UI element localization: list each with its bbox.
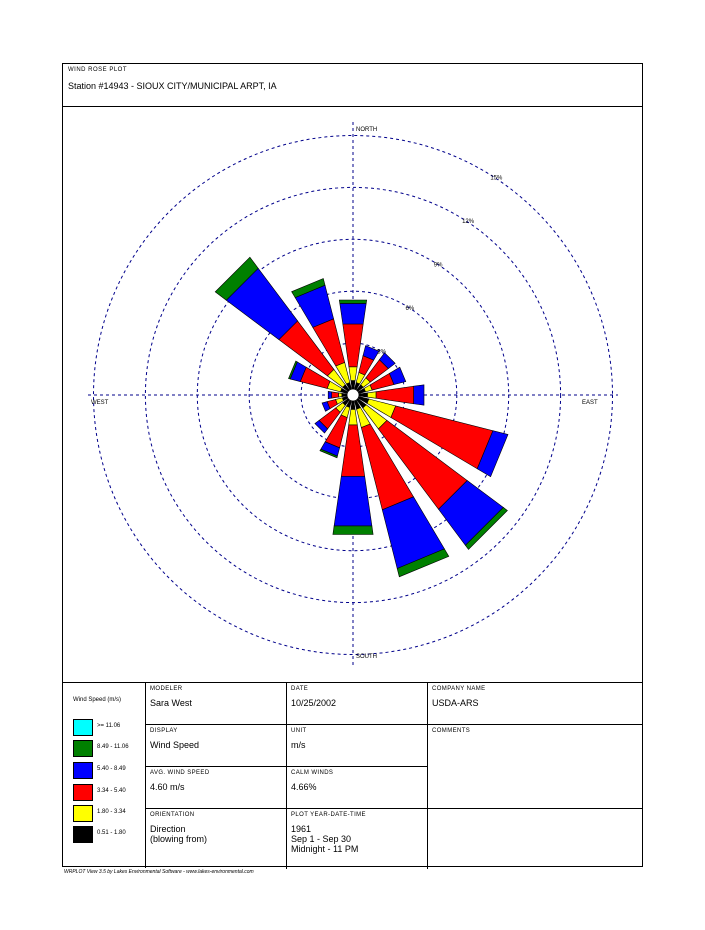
wind-petals — [215, 257, 508, 577]
comments-cell — [428, 725, 642, 809]
software-credit: WRPLOT View 3.5 by Lakes Environmental Software - www.lakes-environmental.com — [64, 869, 254, 875]
petal-segment — [339, 300, 366, 303]
orientation-label: ORIENTATION — [150, 812, 195, 818]
plot-time-value: 1961 Sep 1 - Sep 30 Midnight - 11 PM — [291, 824, 359, 854]
petal-segment — [349, 410, 358, 425]
plot-time-cell — [287, 809, 428, 869]
avg-speed-value: 4.60 m/s — [150, 782, 185, 792]
legend-label: 8.49 - 11.06 — [97, 744, 129, 750]
calm-winds-cell — [287, 767, 428, 809]
company-cell — [428, 683, 642, 725]
legend-label: >= 11.06 — [97, 723, 121, 729]
legend-swatch — [73, 805, 93, 822]
legend-item — [73, 826, 143, 843]
ring-label: 6% — [405, 305, 415, 312]
calm-winds-label: CALM WINDS — [291, 770, 334, 776]
compass-east-label: EAST — [582, 400, 598, 406]
report-type-label: WIND ROSE PLOT — [68, 67, 128, 73]
compass-north-label: NORTH — [356, 127, 378, 133]
petal-segment — [340, 303, 366, 324]
petal-segment — [333, 526, 373, 535]
ring-label: 3% — [377, 349, 386, 356]
modeler-label: MODELER — [150, 686, 183, 692]
comments-label: COMMENTS — [432, 728, 471, 734]
date-value: 10/25/2002 — [291, 698, 337, 708]
legend-swatch — [73, 740, 93, 757]
legend-swatch — [73, 762, 93, 779]
company-label: COMPANY NAME — [432, 686, 486, 692]
wind-speed-legend — [63, 683, 146, 868]
petal-segment — [328, 391, 332, 398]
display-label: DISPLAY — [150, 728, 178, 734]
legend-item — [73, 805, 143, 822]
petal-segment — [414, 385, 424, 405]
plot-time-label: PLOT YEAR-DATE-TIME — [291, 812, 366, 818]
petal-segment — [342, 393, 347, 396]
petal-segment — [359, 393, 368, 397]
info-panel — [63, 682, 642, 868]
petal-segment — [351, 401, 355, 410]
legend-item — [73, 740, 143, 757]
compass-west-label: WEST — [91, 400, 109, 406]
petal-segment — [334, 476, 372, 526]
ring-labels — [377, 175, 503, 355]
petal-segment — [376, 386, 414, 404]
legend-item — [73, 784, 143, 801]
ring-label: 12% — [462, 218, 475, 225]
legend-label: 3.34 - 5.40 — [97, 788, 126, 794]
report-header — [63, 64, 642, 107]
station-title: Station #14943 - SIOUX CITY/MUNICIPAL ARPT, IA — [68, 81, 277, 91]
legend-label: 0.51 - 1.80 — [97, 830, 126, 836]
display-cell — [146, 725, 287, 767]
date-cell — [287, 683, 428, 725]
date-label: DATE — [291, 686, 309, 692]
petal-segment — [332, 392, 339, 398]
legend-swatch — [73, 826, 93, 843]
legend-swatch — [73, 719, 93, 736]
legend-label: 1.80 - 3.34 — [97, 809, 126, 815]
petal-segment — [349, 367, 357, 381]
petal-segment — [351, 381, 355, 390]
petal-segment — [339, 393, 342, 397]
legend-swatch — [73, 784, 93, 801]
unit-value: m/s — [291, 740, 306, 750]
compass-south-label: SOUTH — [356, 654, 377, 660]
ring-label: 15% — [490, 175, 503, 182]
wind-rose-report — [62, 63, 643, 867]
calm-winds-value: 4.66% — [291, 782, 317, 792]
petal-segment — [343, 324, 363, 367]
display-value: Wind Speed — [150, 740, 200, 750]
avg-speed-cell — [146, 767, 287, 809]
company-value: USDA-ARS — [432, 698, 479, 708]
unit-cell — [287, 725, 428, 767]
petal-segment — [341, 425, 364, 476]
wind-rose-chart — [63, 107, 642, 682]
legend-item — [73, 719, 143, 736]
unit-label: UNIT — [291, 728, 307, 734]
legend-item — [73, 762, 143, 779]
legend-title: Wind Speed (m/s) — [73, 697, 122, 703]
ring-label: 9% — [433, 262, 443, 269]
petal-segment — [368, 392, 377, 399]
avg-speed-label: AVG. WIND SPEED — [150, 770, 210, 776]
calm-circle — [347, 389, 359, 401]
modeler-cell — [146, 683, 287, 725]
orientation-cell — [146, 809, 287, 869]
orientation-value: Direction (blowing from) — [150, 824, 208, 844]
modeler-value: Sara West — [150, 698, 192, 708]
legend-label: 5.40 - 8.49 — [97, 766, 126, 772]
empty-cell — [428, 809, 642, 869]
